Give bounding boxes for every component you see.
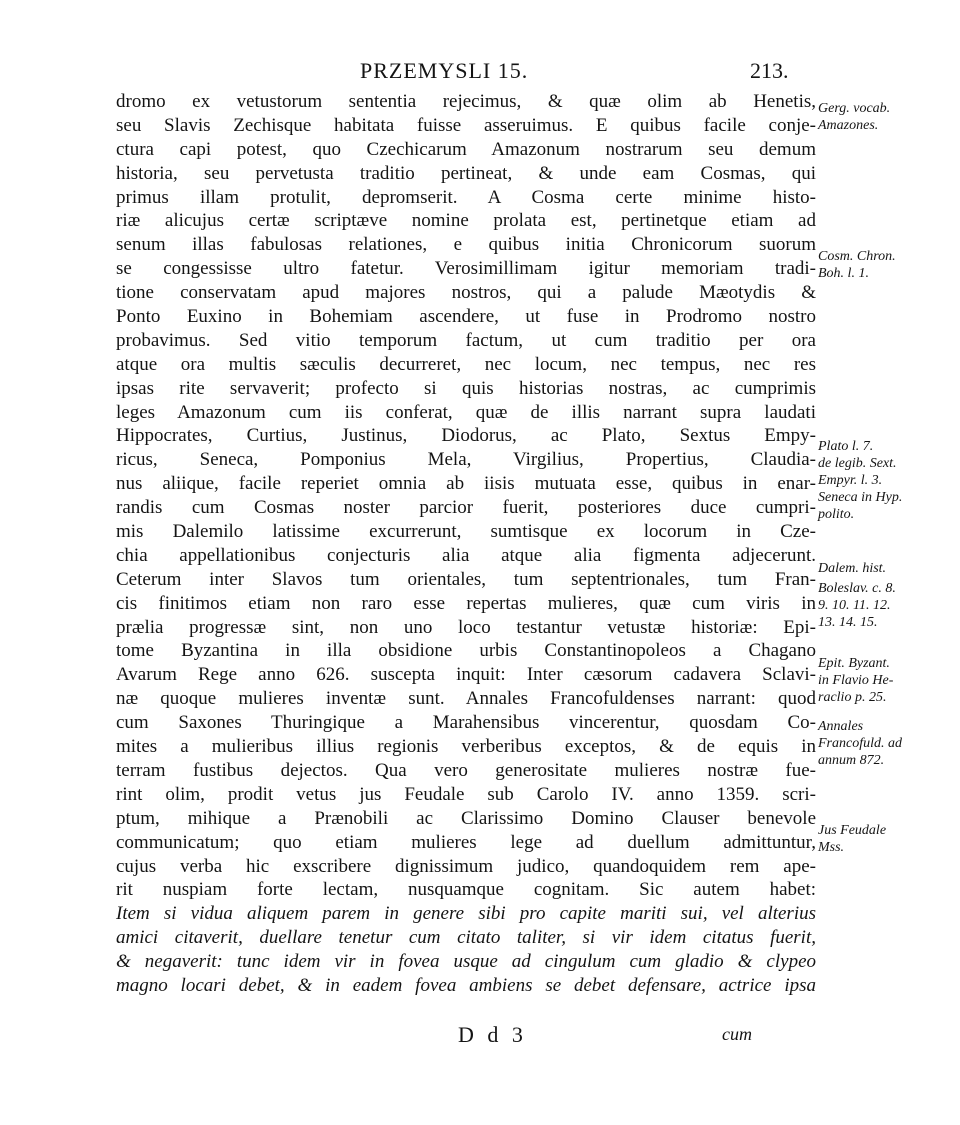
- margin-note-line: in Flavio He-: [818, 673, 894, 688]
- text-line: ctura capi potest, quo Czechicarum Amazonum nostrarum seu demum: [116, 138, 816, 160]
- text-line: tome Byzantina in illa obsidione urbis Constantinopoleos a Chagano: [116, 640, 816, 662]
- text-line: seu Slavis Zechisque habitata fuisse asseruimus. E quibus facile conje-: [116, 114, 816, 136]
- margin-note-line: raclio p. 25.: [818, 690, 887, 705]
- text-line: se congessisse ultro fatetur. Verosimillimam igitur memoriam tradi-: [116, 258, 816, 280]
- text-line: communicatum; quo etiam mulieres lege ad duellum admittuntur,: [116, 831, 816, 853]
- margin-note-line: Cosm. Chron.: [818, 249, 896, 264]
- margin-note-line: Annales: [818, 719, 864, 734]
- text-line: Item si vidua aliquem parem in genere sibi pro capite mariti sui, vel alterius: [116, 903, 816, 925]
- text-line: senum illas fabulosas relationes, e quibus initia Chronicorum suorum: [116, 234, 816, 256]
- margin-note-line: Dalem. hist.: [818, 561, 887, 576]
- text-line: cujus verba hic exscribere dignissimum judico, quandoquidem rem ape-: [116, 855, 816, 877]
- margin-note: [818, 580, 928, 631]
- text-line: chia appellationibus conjecturis alia atque alia figmenta adjecerunt.: [116, 544, 816, 566]
- text-line: ipsas rite servaverit; profecto si quis historias nostras, ac cumprimis: [116, 377, 816, 399]
- text-line: historia, seu pervetusta traditio pertineat, & unde eam Cosmas, qui: [116, 162, 816, 184]
- text-line: rint olim, prodit vetus jus Feudale sub Carolo IV. anno 1359. scri-: [116, 783, 816, 805]
- text-line: Ceterum inter Slavos tum orientales, tum septentrionales, tum Fran-: [116, 568, 816, 590]
- text-line: leges Amazonum cum iis conferat, quæ de illis narrant supra laudati: [116, 401, 816, 423]
- text-line: magno locari debet, & in eadem fovea ambiens se debet defensare, actrice ipsa: [116, 974, 816, 996]
- text-line: nus aliique, facile reperiet omnia ab iisis mutuata esse, quibus in enar-: [116, 473, 816, 495]
- text-line: ptum, mihique a Prænobili ac Clarissimo Domino Clauser benevole: [116, 807, 816, 829]
- margin-note-line: Jus Feudale: [818, 823, 887, 838]
- margin-note-line: Seneca in Hyp.: [818, 490, 903, 505]
- text-line: randis cum Cosmas noster parcior fuerit, posteriores duce cumpri-: [116, 497, 816, 519]
- text-line: mites a mulieribus illius regionis verberibus exceptos, & de equis in: [116, 736, 816, 758]
- margin-note-line: Amazones.: [818, 118, 879, 133]
- text-line: riæ alicujus certæ scriptæve nomine prolata est, pertinetque etiam ad: [116, 210, 816, 232]
- text-line: & negaverit: tunc idem vir in fovea usque ad cingulum cum gladio & clypeo: [116, 951, 816, 973]
- text-line: ricus, Seneca, Pomponius Mela, Virgilius, Propertius, Claudia-: [116, 449, 816, 471]
- margin-note: [818, 655, 928, 706]
- margin-note-line: Plato l. 7.: [818, 439, 874, 454]
- margin-note-line: annum 872.: [818, 753, 885, 768]
- body-text: [116, 90, 816, 998]
- text-line: terram fustibus dejectos. Qua vero generositate mulieres nostræ fue-: [116, 759, 816, 781]
- page-number: 213.: [750, 58, 789, 83]
- margin-note-line: 9. 10. 11. 12.: [818, 598, 891, 613]
- margin-note: [818, 100, 928, 134]
- margin-note-line: Empyr. l. 3.: [818, 473, 883, 488]
- signature-mark: D d 3: [458, 1022, 527, 1047]
- text-line: næ quoque mulieres inventæ sunt. Annales Francofuldenses narrant: quod: [116, 688, 816, 710]
- text-line: cis finitimos etiam non raro esse repertas mulieres, quæ cum viris in: [116, 592, 816, 614]
- margin-note: [818, 718, 928, 769]
- text-line: probavimus. Sed vitio temporum factum, ut cum traditio per ora: [116, 329, 816, 351]
- margin-note-line: polito.: [818, 507, 855, 522]
- text-line: Avarum Rege anno 626. suscepta inquit: Inter cæsorum cadavera Sclavi-: [116, 664, 816, 686]
- margin-note-line: Boh. l. 1.: [818, 266, 869, 281]
- margin-note-line: Francofuld. ad: [818, 736, 902, 751]
- text-line: atque ora multis sæculis decurreret, nec locum, nec tempus, nec res: [116, 353, 816, 375]
- margin-note-line: Mss.: [818, 840, 845, 855]
- margin-note: [818, 248, 928, 282]
- text-line: mis Dalemilo latissime excurrerunt, sumtisque ex locorum in Cze-: [116, 521, 816, 543]
- text-line: dromo ex vetustorum sententia rejecimus, & quæ olim ab Henetis,: [116, 91, 816, 112]
- text-line: rit nuspiam forte lectam, nusquamque cognitam. Sic autem habet:: [116, 879, 816, 901]
- text-line: Ponto Euxino in Bohemiam ascendere, ut fuse in Prodromo nostro: [116, 306, 816, 328]
- running-head: PRZEMYSLI 15.: [360, 58, 529, 83]
- margin-note-line: 13. 14. 15.: [818, 615, 878, 630]
- margin-note: [818, 560, 928, 577]
- margin-note-line: Boleslav. c. 8.: [818, 581, 896, 596]
- text-line: prælia progressæ sint, non uno loco testantur vetustæ historiæ: Epi-: [116, 616, 816, 638]
- text-line: amici citaverit, duellare tenetur cum citato taliter, si vir idem citatus fuerit,: [116, 927, 816, 949]
- text-line: primus illam protulit, depromserit. A Cosma certe minime histo-: [116, 186, 816, 208]
- text-line: tione conservatam apud majores nostros, qui a palude Mæotydis &: [116, 282, 816, 304]
- catchword: cum: [722, 1024, 752, 1044]
- margin-note-line: Epit. Byzant.: [818, 656, 890, 671]
- margin-note-line: Gerg. vocab.: [818, 101, 891, 116]
- margin-note-line: de legib. Sext.: [818, 456, 897, 471]
- margin-note: [818, 438, 928, 523]
- text-line: Hippocrates, Curtius, Justinus, Diodorus, ac Plato, Sextus Empy-: [116, 425, 816, 447]
- text-line: cum Saxones Thuringique a Marahensibus vincerentur, quosdam Co-: [116, 712, 816, 734]
- margin-note: [818, 822, 928, 856]
